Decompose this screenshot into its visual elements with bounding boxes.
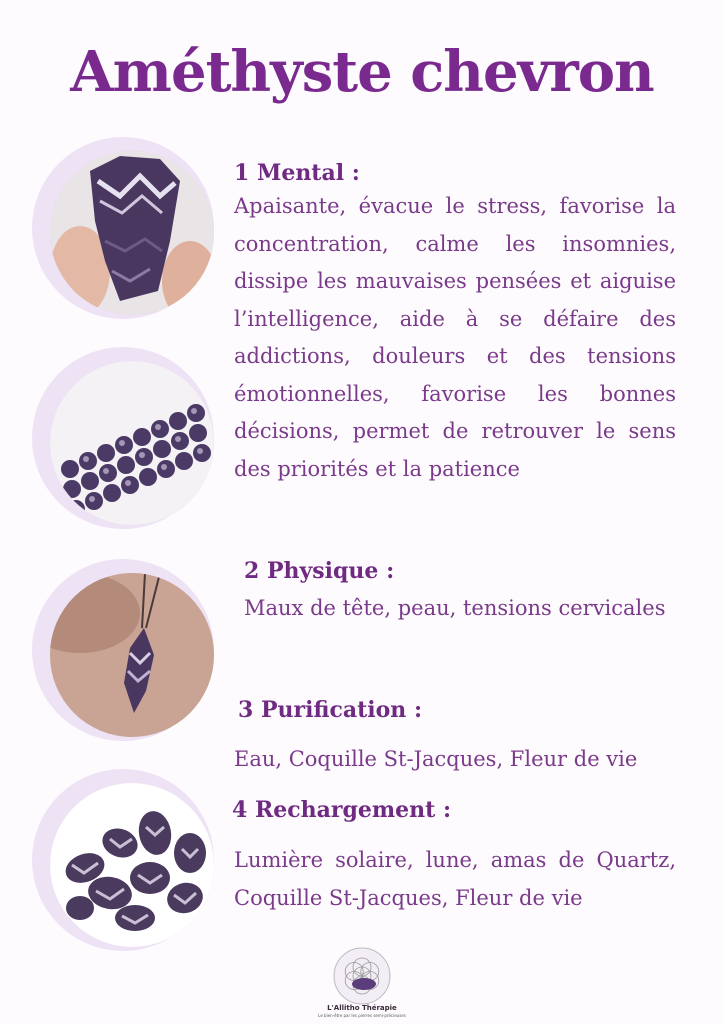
section-text-mental: Apaisante, évacue le stress, favorise la concentration, calme les insomnies, dissipe les mauvaises pensées et aiguise l’intelligence, aide à se défaire des addictions, douleurs et des tensions émotionnelles, favorise les bonnes décisions, permet de retrouver le sens des priorités et la patience [234, 194, 676, 481]
photo-pendant [38, 565, 218, 745]
brand-logo [332, 946, 392, 1006]
section-text-rechargement: Lumière solaire, lune, amas de Quartz, Coquille St-Jacques, Fleur de vie [234, 848, 676, 910]
tumbled-stones-icon [50, 783, 214, 947]
section-text-physique: Maux de tête, peau, tensions cervicales [244, 596, 666, 620]
section-text-purification: Eau, Coquille St-Jacques, Fleur de vie [234, 747, 638, 771]
bead-strands-icon [50, 361, 214, 525]
section-heading-rechargement: 4 Rechargement : [232, 797, 452, 823]
photo-bead-strands [38, 353, 218, 533]
pendant-icon [50, 573, 214, 737]
page-title: Améthyste chevron [70, 39, 654, 105]
flower-of-life-icon [332, 946, 392, 1006]
logo-name: L'Allitho Thérapie [327, 1004, 397, 1012]
photo-tumbled-stones [38, 775, 218, 955]
section-heading-physique: 2 Physique : [244, 558, 395, 584]
section-heading-purification: 3 Purification : [238, 697, 423, 723]
raw-stone-icon [50, 151, 214, 315]
section-heading-mental: 1 Mental : [234, 160, 360, 186]
photo-raw-stone [38, 143, 218, 323]
logo-tagline: Le bien-être par les pierres semi-précieuses [318, 1013, 406, 1018]
